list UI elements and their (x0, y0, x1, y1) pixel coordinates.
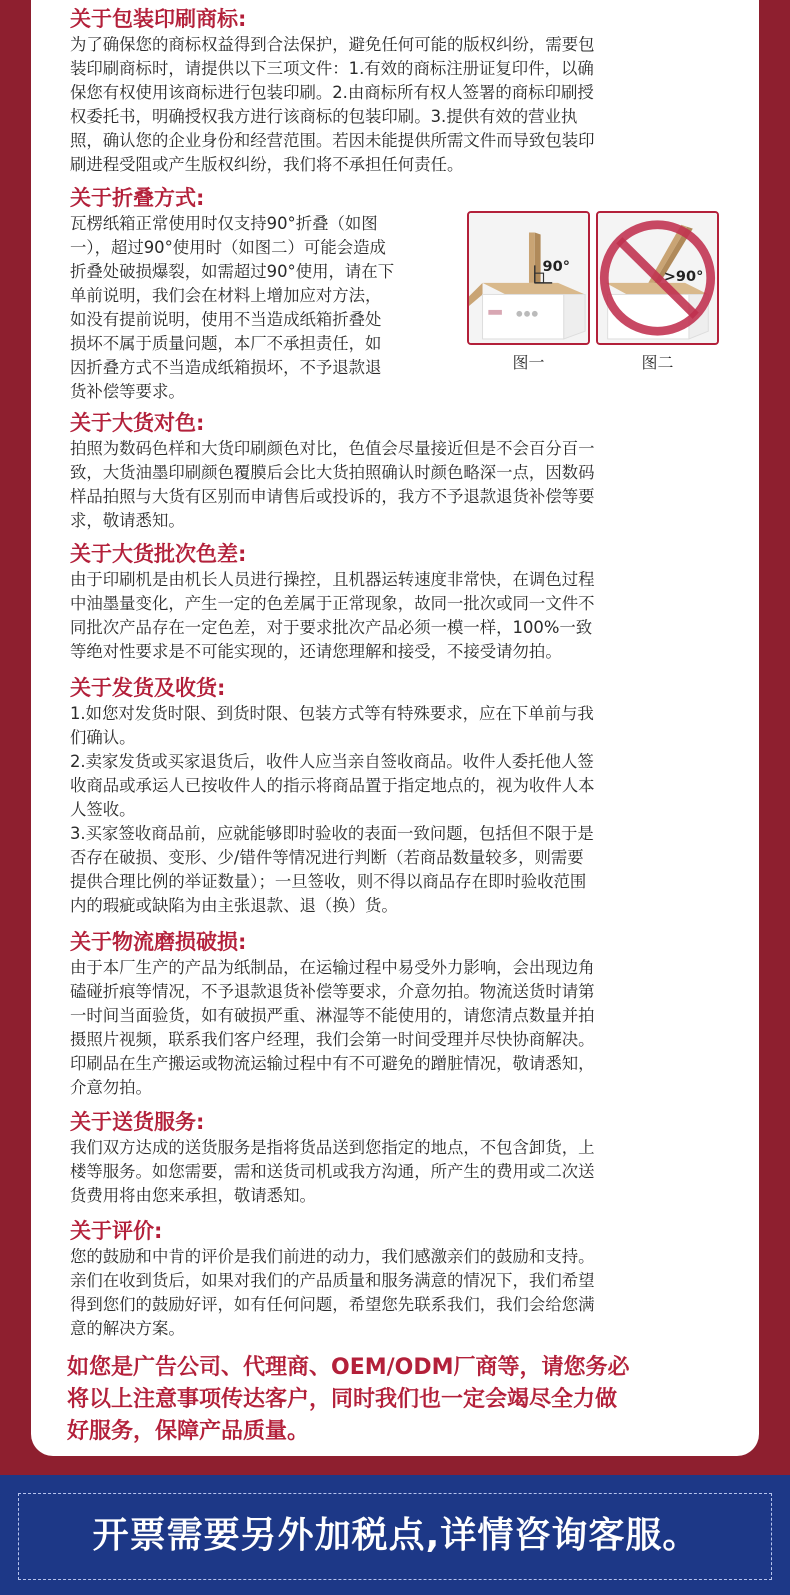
section-body-folding: 瓦楞纸箱正常使用时仅支持90°折叠（如图 一），超过90°使用时（如图二）可能会造成 折叠处破损爆裂，如需超过90°使用，请在下 单前说明，我们会在材料上增加应对方法， 如没有提前说明，使用不当造成纸箱折叠处 损坏不属于质量问题，本厂不承担责任，如 因折叠方式不当造成纸箱损坏，不予退款退 货补偿等要求。 (70, 214, 395, 401)
section-title-delivery: 关于送货服务: (70, 1110, 205, 1134)
section-title-batch-color: 关于大货批次色差: (70, 542, 247, 566)
section-body-delivery: 我们双方达成的送货服务是指将货品送到您指定的地点，不包含卸货，上 楼等服务。如您需要，需和送货司机或我方沟通，所产生的费用或二次送 货费用将由您来承担，敬请悉知。 (70, 1138, 595, 1205)
section-body-logistics-damage: 由于本厂生产的产品为纸制品，在运输过程中易受外力影响，会出现边角 磕碰折痕等情况，不予退款退货补偿等要求，介意勿拍。物流送货时请第 一时间当面验货，如有破损严重、淋湿等不能使用的，请您清点数量并拍 摄照片视频，联系我们客户经理，我们会第一时间受理并尽快协商解决。 印刷品在生产搬运或物流运输过程中有不可避免的蹭脏情况，敬请悉知， 介意勿拍。 (70, 958, 595, 1097)
angle-label-over-90: >90° (663, 268, 704, 285)
section-body-color-match: 拍照为数码色样和大货印刷颜色对比，色值会尽量接近但是不会百分百一 致，大货油墨印刷颜色覆膜后会比大货拍照确认时颜色略深一点，因数码 样品拍照与大货有区别而申请售后或投诉的，我方不予退款退货补偿等要 求，敬请悉知。 (70, 439, 595, 530)
section-body-trademark: 为了确保您的商标权益得到合法保护，避免任何可能的版权纠纷，需要包 装印刷商标时，请提供以下三项文件：1.有效的商标注册证复印件，以确 保您有权使用该商标进行包装印刷。2.由商标所有权人签署的商标印刷授 权委托书，明确授权我方进行该商标的包装印刷。3.提供有效的营业执 照，确认您的企业身份和经营范围。若因未能提供所需文件而导致包装印 刷进程受阻或产生版权纠纷，我们将不承担任何责任。 (70, 35, 595, 174)
banner-text: 开票需要另外加税点,详情咨询客服。 (92, 1515, 700, 1556)
section-title-color-match: 关于大货对色: (70, 411, 205, 435)
section-title-shipping: 关于发货及收货: (70, 676, 226, 700)
section-title-trademark: 关于包装印刷商标: (70, 7, 247, 31)
invoice-banner (0, 1475, 790, 1595)
closing-notice: 如您是广告公司、代理商、OEM/ODM厂商等，请您务必 将以上注意事项传达客户，同时我们也一定会竭尽全力做 好服务，保障产品质量。 (67, 1355, 630, 1444)
figure-90-degree-fold (467, 211, 590, 345)
section-title-review: 关于评价: (70, 1219, 163, 1243)
box-90-fold-illustration (469, 213, 588, 343)
figure-caption-1: 图一 (512, 353, 545, 372)
box-over-90-fold-illustration (598, 213, 717, 343)
figure-caption-2: 图二 (641, 353, 674, 372)
section-title-folding: 关于折叠方式: (70, 186, 205, 210)
section-body-shipping: 1.如您对发货时限、到货时限、包装方式等有特殊要求，应在下单前与我 们确认。 2.卖家发货或买家退货后，收件人应当亲自签收商品。收件人委托他人签 收商品或承运人已按收件人的指示将商品置于指定地点的，视为收件人本 人签收。 3.买家签收商品前，应就能够即时验收的表面一致问题，包括但不限于是 否存在破损、变形、少/错件等情况进行判断（若商品数量较多，则需要 提供合理比例的举证数量）；一旦签收，则不得以商品存在即时验收范围 内的瑕疵或缺陷为由主张退款、退（换）货。 (70, 704, 595, 915)
section-body-batch-color: 由于印刷机是由机长人员进行操控，且机器运转速度非常快，在调色过程 中油墨量变化，产生一定的色差属于正常现象，故同一批次或同一文件不 同批次产品存在一定色差，对于要求批次产品必须一模一样，100%一致 等绝对性要求是不可能实现的，还请您理解和接受，不接受请勿拍。 (70, 570, 595, 661)
section-title-logistics-damage: 关于物流磨损破损: (70, 930, 247, 954)
angle-label-90: 90° (542, 259, 570, 276)
section-body-review: 您的鼓励和中肯的评价是我们前进的动力，我们感激亲们的鼓励和支持。 亲们在收到货后，如果对我们的产品质量和服务满意的情况下，我们希望 得到您们的鼓励好评，如有任何问题，希望您先联系我们，我们会给您满 意的解决方案。 (70, 1247, 595, 1338)
figure-over-90-degree-fold (596, 211, 719, 345)
banner-dashed-frame (18, 1493, 772, 1580)
